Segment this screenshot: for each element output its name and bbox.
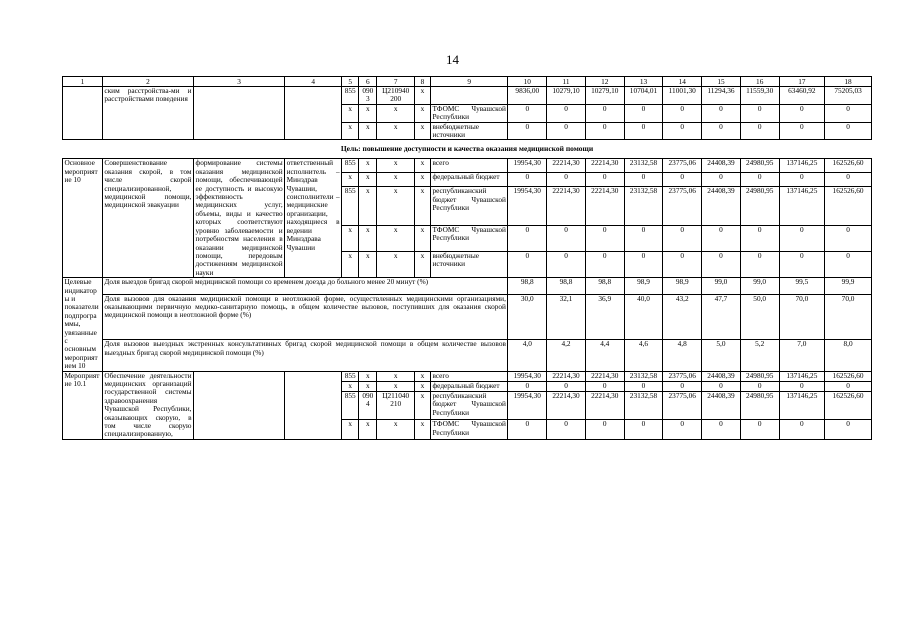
value-cell: 0 [585, 225, 624, 251]
header-cell: 18 [825, 77, 872, 87]
value-cell: 0 [825, 122, 872, 140]
value-cell: 5,0 [702, 340, 741, 371]
col-6-cell: 0904 [359, 392, 377, 420]
col-5-cell: 855 [342, 371, 359, 381]
value-cell: 0 [740, 104, 779, 122]
value-cell: 22214,30 [585, 392, 624, 420]
header-cell: 13 [624, 77, 663, 87]
value-cell: 0 [624, 251, 663, 277]
m101-responsible [285, 371, 342, 439]
value-cell: 22214,30 [585, 371, 624, 381]
header-cell: 12 [585, 77, 624, 87]
col-6-cell: 0903 [359, 87, 377, 105]
value-cell: 0 [585, 420, 624, 439]
header-cell: 7 [377, 77, 415, 87]
value-cell: 0 [547, 251, 586, 277]
value-cell: 0 [663, 173, 702, 187]
value-cell: 137146,25 [779, 159, 825, 173]
value-cell: 11001,30 [663, 87, 702, 105]
value-cell: 162526,60 [825, 159, 872, 173]
value-cell: 0 [508, 251, 547, 277]
value-cell: 0 [825, 225, 872, 251]
value-cell: 98,9 [624, 278, 663, 294]
page-number: 14 [446, 52, 459, 67]
header-cell: 11 [547, 77, 586, 87]
value-cell: 23132,58 [624, 159, 663, 173]
col-6-cell: x [359, 122, 377, 140]
funding-source-cell: внебюджетные источники [430, 251, 507, 277]
value-cell: 0 [663, 104, 702, 122]
value-cell: 0 [740, 173, 779, 187]
value-cell: 0 [663, 381, 702, 391]
value-cell: 5,2 [740, 340, 779, 371]
value-cell: 10279,10 [547, 87, 586, 105]
col-6-cell: x [359, 371, 377, 381]
col-8-cell: x [415, 225, 431, 251]
value-cell: 50,0 [740, 294, 779, 340]
value-cell: 23132,58 [624, 392, 663, 420]
value-cell: 99,0 [740, 278, 779, 294]
value-cell: 99,5 [779, 278, 825, 294]
value-cell: 99,9 [825, 278, 872, 294]
value-cell: 10704,01 [624, 87, 663, 105]
col-7-cell: x [377, 173, 415, 187]
value-cell: 0 [585, 251, 624, 277]
funding-source-cell: ТФОМС Чувашской Республики [430, 420, 507, 439]
value-cell: 0 [624, 173, 663, 187]
value-cell: 22214,30 [547, 187, 586, 226]
funding-source-cell [430, 87, 507, 105]
funding-source-cell: федеральный бюджет [430, 173, 507, 187]
funding-source-cell: республиканский бюджет Чувашской Республики [430, 187, 507, 226]
value-cell: 0 [508, 104, 547, 122]
value-cell: 4,2 [547, 340, 586, 371]
m10-responsible: ответственный исполнитель – Минздрав Чувашии, соисполнители – медицинские организации, находящиеся в ведении Минздрава Чувашии [285, 159, 342, 278]
indicator-text: Доля выездов бригад скорой медицинской помощи со временем доезда до больного менее 20 минут (%) [102, 278, 508, 294]
col-6-cell: x [359, 187, 377, 226]
value-cell: 98,8 [547, 278, 586, 294]
value-cell: 0 [547, 173, 586, 187]
value-cell: 0 [825, 173, 872, 187]
m101-result [194, 371, 285, 439]
value-cell: 11559,30 [740, 87, 779, 105]
value-cell: 0 [825, 381, 872, 391]
value-cell: 22214,30 [547, 159, 586, 173]
value-cell: 22214,30 [585, 187, 624, 226]
value-cell: 4,0 [508, 340, 547, 371]
value-cell: 98,8 [508, 278, 547, 294]
value-cell: 0 [585, 104, 624, 122]
value-cell: 0 [702, 225, 741, 251]
value-cell: 98,8 [585, 278, 624, 294]
col-8-cell: x [415, 420, 431, 439]
col-7-cell: x [377, 104, 415, 122]
value-cell: 24408,39 [702, 371, 741, 381]
value-cell: 47,7 [702, 294, 741, 340]
indicators-label: Целевые индикаторы и показатели подпрограммы, увязанные с основным мероприятием 10 [63, 278, 103, 371]
header-cell: 15 [702, 77, 741, 87]
value-cell: 162526,60 [825, 187, 872, 226]
value-cell: 23775,06 [663, 159, 702, 173]
value-cell: 24980,95 [740, 392, 779, 420]
col-5-cell: x [342, 225, 359, 251]
value-cell: 0 [624, 122, 663, 140]
value-cell: 19954,30 [508, 159, 547, 173]
value-cell: 0 [585, 381, 624, 391]
value-cell: 0 [585, 173, 624, 187]
col-8-cell: x [415, 104, 431, 122]
funding-source-cell: республиканский бюджет Чувашской Республики [430, 392, 507, 420]
value-cell: 19954,30 [508, 371, 547, 381]
value-cell: 40,0 [624, 294, 663, 340]
col-7-cell: x [377, 225, 415, 251]
value-cell: 0 [624, 420, 663, 439]
value-cell: 19954,30 [508, 187, 547, 226]
value-cell: 0 [663, 420, 702, 439]
header-cell: 16 [740, 77, 779, 87]
value-cell: 23775,06 [663, 392, 702, 420]
col-8-cell: x [415, 173, 431, 187]
value-cell: 0 [547, 381, 586, 391]
value-cell: 0 [740, 122, 779, 140]
header-cell: 5 [342, 77, 359, 87]
table-row [63, 371, 872, 381]
col-5-cell: 855 [342, 87, 359, 105]
value-cell: 24408,39 [702, 392, 741, 420]
value-cell: 4,6 [624, 340, 663, 371]
value-cell: 0 [547, 225, 586, 251]
value-cell: 23132,58 [624, 187, 663, 226]
value-cell: 0 [547, 122, 586, 140]
value-cell: 22214,30 [547, 371, 586, 381]
funding-source-cell: внебюджетные источники [430, 122, 507, 140]
value-cell: 0 [624, 104, 663, 122]
col-5-cell: x [342, 104, 359, 122]
value-cell: 0 [547, 104, 586, 122]
col-6-cell: x [359, 225, 377, 251]
value-cell: 0 [585, 122, 624, 140]
m10-label: Основное мероприятие 10 [63, 159, 103, 278]
value-cell: 0 [663, 225, 702, 251]
value-cell: 0 [508, 381, 547, 391]
header-cell: 1 [63, 77, 103, 87]
col-6-cell: x [359, 381, 377, 391]
value-cell: 36,9 [585, 294, 624, 340]
value-cell: 0 [508, 420, 547, 439]
col-5-cell: x [342, 420, 359, 439]
value-cell: 23132,58 [624, 371, 663, 381]
header-cell: 8 [415, 77, 431, 87]
value-cell: 22214,30 [585, 159, 624, 173]
funding-source-cell: всего [430, 159, 507, 173]
value-cell: 24980,95 [740, 371, 779, 381]
value-cell: 4,4 [585, 340, 624, 371]
value-cell: 0 [702, 420, 741, 439]
header-cell: 9 [430, 77, 507, 87]
value-cell: 70,0 [779, 294, 825, 340]
value-cell: 24980,95 [740, 159, 779, 173]
indicator-text: Доля вызовов для оказания медицинской помощи в неотложной форме, осуществленных медицинскими организациями, оказывающими первичную медико-санитарную помощь, в общем количестве вызовов, поступивших для оказания скорой медицинской помощи в неотложной форме (%) [102, 294, 508, 340]
value-cell: 75205,03 [825, 87, 872, 105]
indicator-text: Доля вызовов выездных экстренных консультативных бригад скорой медицинской помощи в общем количестве вызовов выездных бригад скорой медицинской помощи (%) [102, 340, 508, 371]
col-7-cell: x [377, 122, 415, 140]
value-cell: 0 [663, 251, 702, 277]
cont-responsible [285, 87, 342, 140]
col-7-cell: Ц211040 210 [377, 392, 415, 420]
col-8-cell: x [415, 381, 431, 391]
cont-name: ским расстройства-ми и расстройствами поведения [102, 87, 193, 140]
header-row [63, 77, 872, 87]
col-7-cell: Ц210940 200 [377, 87, 415, 105]
value-cell: 99,0 [702, 278, 741, 294]
col-8-cell: x [415, 392, 431, 420]
value-cell: 0 [740, 251, 779, 277]
value-cell: 0 [779, 225, 825, 251]
header-cell: 3 [194, 77, 285, 87]
value-cell: 98,9 [663, 278, 702, 294]
value-cell: 0 [779, 381, 825, 391]
col-8-cell: x [415, 87, 431, 105]
funding-source-cell: ТФОМС Чувашской Республики [430, 225, 507, 251]
value-cell: 0 [825, 104, 872, 122]
funding-source-cell: ТФОМС Чувашской Республики [432, 104, 506, 122]
value-cell: 63460,92 [779, 87, 825, 105]
value-cell: 0 [702, 381, 741, 391]
col-6-cell: x [359, 173, 377, 187]
col-5-cell: x [342, 173, 359, 187]
value-cell: 137146,25 [779, 187, 825, 226]
value-cell: 0 [702, 251, 741, 277]
value-cell: 24980,95 [740, 187, 779, 226]
header-cell: 4 [285, 77, 342, 87]
value-cell: 0 [740, 420, 779, 439]
header-cell: 2 [102, 77, 193, 87]
value-cell: 0 [702, 173, 741, 187]
value-cell: 9836,00 [508, 87, 547, 105]
col-8-cell: x [415, 251, 431, 277]
value-cell: 0 [624, 381, 663, 391]
col-7-cell: x [377, 187, 415, 226]
col-7-cell: x [377, 381, 415, 391]
col-5-cell: 855 [342, 187, 359, 226]
value-cell: 30,0 [508, 294, 547, 340]
value-cell: 0 [779, 251, 825, 277]
value-cell: 0 [702, 104, 741, 122]
value-cell: 22214,30 [547, 392, 586, 420]
value-cell: 11294,36 [702, 87, 741, 105]
m10-name: Совершенствование оказания скорой, в том числе скорой специализированной, медицинской помощи, медицинской эвакуации [102, 159, 193, 278]
col-7-cell: x [377, 159, 415, 173]
col-7-cell: x [377, 251, 415, 277]
value-cell: 0 [547, 420, 586, 439]
value-cell: 24408,39 [702, 187, 741, 226]
value-cell: 137146,25 [779, 392, 825, 420]
goal-heading: Цель: повышение доступности и качества оказания медицинской помощи [63, 140, 872, 159]
col-8-cell: x [415, 122, 431, 140]
value-cell: 23775,06 [663, 371, 702, 381]
value-cell: 0 [825, 251, 872, 277]
m10-result: формирование системы оказания медицинской помощи, обеспечивающей ее доступность и высокую эффективность медицинских услуг, объемы, виды и качество которых соответствуют уровню заболеваемости и потребностям населения в оказании медицинской помощи, передовым достижениям медицинской науки [195, 158, 283, 277]
col-5-cell: x [342, 251, 359, 277]
header-cell: 10 [508, 77, 547, 87]
value-cell: 10279,10 [585, 87, 624, 105]
value-cell: 0 [779, 420, 825, 439]
value-cell: 0 [508, 173, 547, 187]
value-cell: 43,2 [663, 294, 702, 340]
value-cell: 0 [624, 225, 663, 251]
value-cell: 0 [663, 122, 702, 140]
col-7-cell: x [377, 420, 415, 439]
m101-name: Обеспечение деятельности медицинских организаций государственной системы здравоохранения Чувашской Республики, оказывающих скорую, в том числе скорую специализированную, [104, 371, 192, 439]
col-5-cell: 855 [342, 159, 359, 173]
value-cell: 0 [779, 122, 825, 140]
m101-label: Мероприятие 10.1 [63, 371, 103, 439]
indicator-row [63, 340, 872, 371]
value-cell: 32,1 [547, 294, 586, 340]
col-8-cell: x [415, 187, 431, 226]
indicator-row [63, 294, 872, 340]
value-cell: 19954,30 [508, 392, 547, 420]
value-cell: 0 [702, 122, 741, 140]
program-table [62, 76, 872, 440]
header-cell: 6 [359, 77, 377, 87]
value-cell: 8,0 [825, 340, 872, 371]
col-5-cell: x [342, 122, 359, 140]
value-cell: 0 [779, 104, 825, 122]
table-row [63, 87, 872, 105]
col-8-cell: x [415, 371, 431, 381]
value-cell: 23775,06 [663, 187, 702, 226]
value-cell: 0 [825, 420, 872, 439]
cont-label [63, 87, 103, 140]
value-cell: 0 [508, 122, 547, 140]
col-8-cell: x [415, 159, 431, 173]
col-6-cell: x [359, 159, 377, 173]
value-cell: 0 [740, 225, 779, 251]
value-cell: 4,8 [663, 340, 702, 371]
col-6-cell: x [359, 420, 377, 439]
funding-source-cell: всего [430, 371, 507, 381]
value-cell: 137146,25 [779, 371, 825, 381]
header-cell: 14 [663, 77, 702, 87]
cont-result [194, 87, 285, 140]
col-6-cell: x [359, 251, 377, 277]
col-7-cell: x [377, 371, 415, 381]
value-cell: 162526,60 [825, 392, 872, 420]
funding-source-cell: федеральный бюджет [430, 381, 507, 391]
value-cell: 162526,60 [825, 371, 872, 381]
table-row [63, 159, 872, 173]
value-cell: 0 [740, 381, 779, 391]
value-cell: 0 [508, 225, 547, 251]
col-6-cell: x [359, 104, 377, 122]
value-cell: 70,0 [825, 294, 872, 340]
indicator-row [63, 278, 872, 294]
value-cell: 7,0 [779, 340, 825, 371]
header-cell: 17 [779, 77, 825, 87]
col-5-cell: 855 [342, 392, 359, 420]
goal-row [63, 140, 872, 159]
value-cell: 0 [779, 173, 825, 187]
col-5-cell: x [342, 381, 359, 391]
value-cell: 24408,39 [702, 159, 741, 173]
